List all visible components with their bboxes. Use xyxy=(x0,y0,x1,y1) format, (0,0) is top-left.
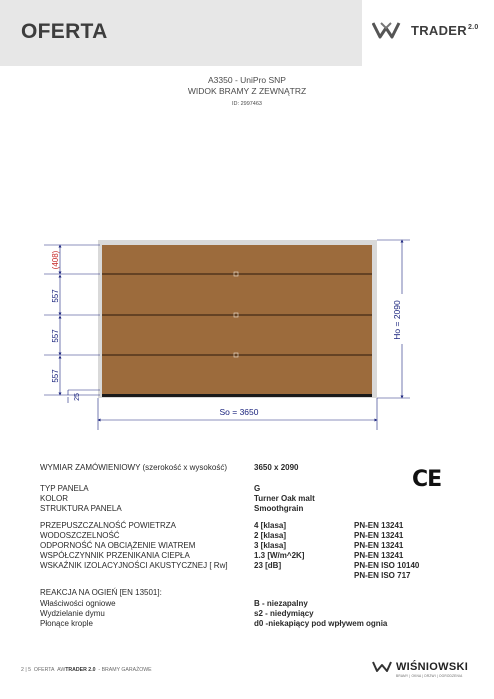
view-title: WIDOK BRAMY Z ZEWNĄTRZ xyxy=(187,86,307,96)
spec-value: 4 [klasa] xyxy=(254,521,287,530)
spec-standard: PN-EN ISO 717 xyxy=(354,571,411,580)
spec-label: WSPÓŁCZYNNIK PRZENIKANIA CIEPŁA xyxy=(40,551,190,560)
spec-label: WODOSZCZELNOŚĆ xyxy=(40,531,120,540)
spec-value: 2 [klasa] xyxy=(254,531,287,540)
ce-mark: CE xyxy=(412,467,442,492)
fire-row xyxy=(40,619,480,629)
spec-value: s2 - niedymiący xyxy=(254,609,314,618)
wisniowski-logo-icon xyxy=(372,660,392,673)
footer-brand xyxy=(372,660,468,678)
fire-row xyxy=(40,599,480,609)
panel-height-3: 557 xyxy=(51,329,60,343)
spec-value: d0 -niekapiący pod wpływem ognia xyxy=(254,619,388,628)
spec-row xyxy=(40,504,480,514)
spec-standard: PN-EN 13241 xyxy=(354,541,404,550)
spec-row xyxy=(40,561,480,571)
fire-heading-row xyxy=(40,588,480,598)
brand-name: $TRADER^{2.0}$ xyxy=(411,22,479,38)
panel-height-4: 557 xyxy=(51,369,60,383)
spec-label: PRZEPUSZCZALNOŚĆ POWIETRZA xyxy=(40,521,177,530)
door-leaf xyxy=(102,245,372,395)
width-dimension: So = 3650 xyxy=(219,407,259,417)
spec-value: G xyxy=(254,484,261,493)
spec-row xyxy=(40,541,480,551)
footer-tagline: BRAMY | OKNA | DRZWI | OGRODZENIA xyxy=(396,674,463,678)
footer-suffix: - BRAMY GARAŻOWE xyxy=(98,667,152,673)
page-title: OFERTA xyxy=(21,20,108,43)
spec-value: 3 [klasa] xyxy=(254,541,287,550)
bottom-offset-label: 25 xyxy=(74,393,81,401)
bottom-seal xyxy=(102,394,372,397)
spec-label: WSKAŹNIK IZOLACYJNOŚCI AKUSTYCZNEJ [ Rw] xyxy=(40,561,228,570)
spec-value: 23 [dB] xyxy=(254,561,282,570)
spec-row xyxy=(40,551,480,561)
spec-label: Płonące krople xyxy=(40,619,93,628)
panel-height-2: 557 xyxy=(51,289,60,303)
spec-row xyxy=(40,571,480,581)
spec-label: Właściwości ogniowe xyxy=(40,599,116,608)
spec-standard: PN-EN 13241 xyxy=(354,521,404,530)
spec-row xyxy=(40,521,480,531)
height-dimension: Ho = 2090 xyxy=(392,300,402,340)
document-id: ID: 2997463 xyxy=(232,101,262,107)
footer-prefix: AW xyxy=(57,667,66,673)
fire-heading: REAKCJA NA OGIEŃ [EN 13501]: xyxy=(40,588,162,597)
spec-label: TYP PANELA xyxy=(40,484,89,493)
spec-value: 1.3 [W/m^2K] xyxy=(254,551,305,560)
spec-standard: PN-EN ISO 10140 xyxy=(354,561,420,570)
spec-standard: PN-EN 13241 xyxy=(354,551,404,560)
footer-section: OFERTA xyxy=(33,667,55,673)
footer-brand-name: WIŚNIOWSKI xyxy=(396,660,469,673)
spec-label: WYMIAR ZAMÓWIENIOWY (szerokość x wysokość) xyxy=(40,463,227,472)
spec-label: KOLOR xyxy=(40,494,69,503)
footer-text xyxy=(21,667,152,673)
panel-height-top: (408) xyxy=(51,250,60,270)
brand-version: 2.0 xyxy=(467,24,479,32)
spec-value: Turner Oak malt xyxy=(254,494,315,503)
spec-standard: PN-EN 13241 xyxy=(354,531,404,540)
fire-row xyxy=(40,609,480,619)
spec-value: Smoothgrain xyxy=(254,504,304,513)
product-name: A3350 - UniPro SNP xyxy=(208,75,286,85)
spec-label: Wydzielanie dymu xyxy=(40,609,105,618)
footer-product: TRADER 2.0 xyxy=(65,667,96,673)
spec-label: STRUKTURA PANELA xyxy=(40,504,122,513)
spec-label: ODPORNOŚĆ NA OBCIĄŻENIE WIATREM xyxy=(40,541,196,550)
spec-row xyxy=(40,494,480,504)
page-number: 2 | 5 xyxy=(21,667,32,673)
spec-value: 3650 x 2090 xyxy=(254,463,299,472)
spec-row xyxy=(40,531,480,541)
spec-value: B - niezapalny xyxy=(254,599,308,608)
